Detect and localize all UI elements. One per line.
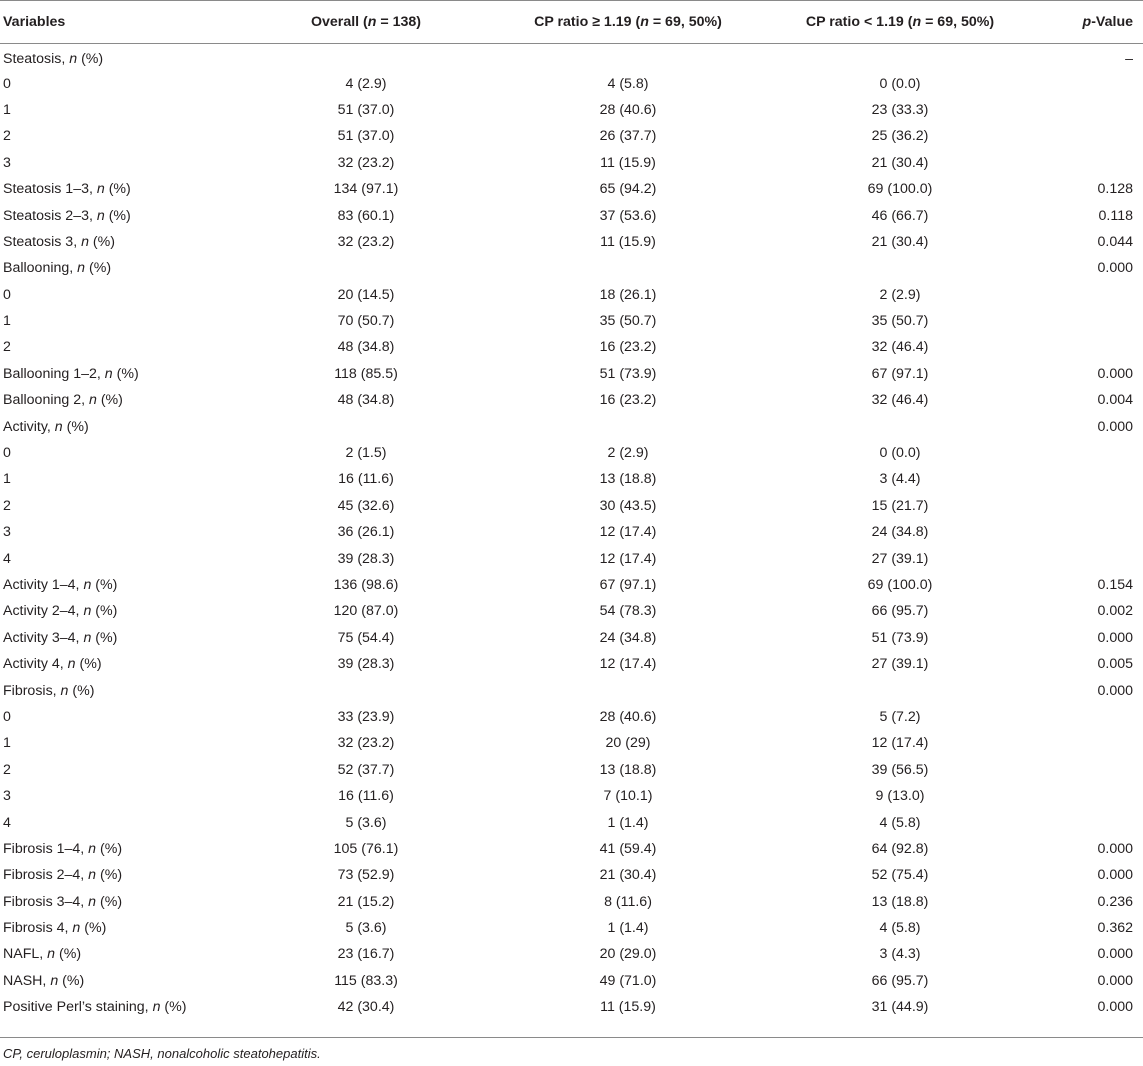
cp-high-cell: 18 (26.1) xyxy=(599,286,657,303)
row-label: Fibrosis, n (%) xyxy=(3,682,95,699)
p-value-cell xyxy=(1041,282,1143,308)
cp-low-cell: 35 (50.7) xyxy=(871,313,929,330)
row-label: 2 xyxy=(3,497,11,514)
overall-cell: 16 (11.6) xyxy=(338,471,394,488)
row-label: Activity 1–4, n (%) xyxy=(3,577,118,593)
cp-low-cell: 66 (95.7) xyxy=(871,603,929,620)
p-value-cell: 0.005 xyxy=(1097,656,1133,673)
table-row xyxy=(0,704,1143,730)
row-label: 2 xyxy=(3,339,11,356)
p-value-cell xyxy=(1041,783,1143,809)
cp-high-cell: 20 (29.0) xyxy=(599,946,657,963)
overall-cell: 32 (23.2) xyxy=(337,154,395,171)
overall-cell: 16 (11.6) xyxy=(338,788,394,805)
row-label: 0 xyxy=(3,708,11,725)
table-row xyxy=(0,387,1143,413)
table-body xyxy=(0,44,1143,1020)
cp-low-cell: 4 (5.8) xyxy=(879,920,921,937)
cp-high-cell: 11 (15.9) xyxy=(600,154,656,171)
cp-low-cell: 69 (100.0) xyxy=(867,181,933,198)
cp-high-cell: 11 (15.9) xyxy=(600,999,656,1016)
table-row xyxy=(0,598,1143,624)
cp-low-cell: 0 (0.0) xyxy=(879,445,921,462)
table-row xyxy=(0,968,1143,994)
cp-low-cell: 64 (92.8) xyxy=(871,840,929,857)
cp-high-cell: 37 (53.6) xyxy=(599,207,657,224)
overall-cell: 73 (52.9) xyxy=(337,867,395,884)
cp-low-cell: 51 (73.9) xyxy=(871,629,929,646)
overall-cell: 75 (54.4) xyxy=(337,629,395,646)
table-row xyxy=(0,282,1143,308)
cp-high-cell: 7 (10.1) xyxy=(603,788,653,805)
overall-cell: 42 (30.4) xyxy=(337,999,395,1016)
cp-high-cell: 21 (30.4) xyxy=(599,867,657,884)
overall-cell: 134 (97.1) xyxy=(333,181,399,198)
table-row xyxy=(0,651,1143,677)
cp-high-cell: 67 (97.1) xyxy=(599,577,657,593)
row-label: Steatosis 2–3, n (%) xyxy=(3,207,131,224)
cp-high-cell: 1 (1.4) xyxy=(607,920,649,937)
cp-low-cell: 67 (97.1) xyxy=(871,365,929,382)
overall-cell: 23 (16.7) xyxy=(337,946,395,963)
table-row xyxy=(0,229,1143,255)
table-row xyxy=(0,413,1143,439)
table-row xyxy=(0,176,1143,202)
cp-high-cell: 51 (73.9) xyxy=(599,365,657,382)
p-value-cell xyxy=(1041,545,1143,571)
p-value-cell: 0.000 xyxy=(1097,629,1133,646)
cp-low-cell: 69 (100.0) xyxy=(867,577,933,593)
cp-high-cell: 12 (17.4) xyxy=(599,550,657,567)
cp-high-cell: 65 (94.2) xyxy=(599,181,657,198)
overall-cell xyxy=(235,255,497,281)
cp-low-cell: 32 (46.4) xyxy=(871,339,929,356)
cp-low-cell: 46 (66.7) xyxy=(871,207,929,224)
p-value-cell: 0.118 xyxy=(1098,207,1133,224)
cp-high-cell: 13 (18.8) xyxy=(599,471,657,488)
overall-cell: 45 (32.6) xyxy=(337,497,395,514)
overall-cell: 51 (37.0) xyxy=(337,128,395,145)
p-value-cell xyxy=(1041,757,1143,783)
cp-low-cell: 39 (56.5) xyxy=(871,761,929,778)
row-label: 3 xyxy=(3,788,11,805)
p-value-cell: 0.000 xyxy=(1097,946,1133,963)
footnote: CP, ceruloplasmin; NASH, nonalcoholic steatohepatitis. xyxy=(3,1046,321,1061)
table-row xyxy=(0,361,1143,387)
table-row xyxy=(0,941,1143,967)
overall-cell: 70 (50.7) xyxy=(337,313,395,330)
overall-cell: 39 (28.3) xyxy=(337,656,395,673)
table-row xyxy=(0,994,1143,1020)
cp-high-cell: 28 (40.6) xyxy=(599,101,657,118)
overall-cell: 48 (34.8) xyxy=(337,392,395,409)
table-row xyxy=(0,915,1143,941)
overall-cell: 51 (37.0) xyxy=(337,101,395,118)
overall-cell: 118 (85.5) xyxy=(334,365,398,382)
table-row xyxy=(0,308,1143,334)
cp-high-cell: 49 (71.0) xyxy=(599,972,657,989)
table-row xyxy=(0,150,1143,176)
p-value-cell: – xyxy=(1125,50,1133,67)
cp-low-cell: 32 (46.4) xyxy=(871,392,929,409)
table-row xyxy=(0,70,1143,96)
p-value-cell: 0.004 xyxy=(1097,392,1133,409)
table-row xyxy=(0,545,1143,571)
table-row xyxy=(0,202,1143,228)
table-row xyxy=(0,572,1143,598)
p-value-cell: 0.154 xyxy=(1097,577,1133,593)
bottom-rule xyxy=(0,1037,1143,1038)
row-label: 1 xyxy=(3,471,11,488)
row-label: NASH, n (%) xyxy=(3,972,85,989)
row-label: NAFL, n (%) xyxy=(3,946,82,963)
cp-high-cell xyxy=(497,255,759,281)
p-value-cell xyxy=(1041,440,1143,466)
cp-low-cell: 66 (95.7) xyxy=(871,972,929,989)
row-label: Ballooning, n (%) xyxy=(3,260,112,277)
overall-cell: 36 (26.1) xyxy=(337,524,395,541)
table-row xyxy=(0,757,1143,783)
row-label: Ballooning 2, n (%) xyxy=(3,392,123,409)
overall-cell: 120 (87.0) xyxy=(333,603,399,620)
table-row xyxy=(0,889,1143,915)
header-row xyxy=(0,0,1143,44)
row-label: 0 xyxy=(3,286,11,303)
p-value-cell: 0.002 xyxy=(1097,603,1133,620)
cp-low-cell: 0 (0.0) xyxy=(879,75,921,92)
p-value-cell xyxy=(1041,519,1143,545)
cp-high-cell: 41 (59.4) xyxy=(599,840,657,857)
p-value-cell: 0.000 xyxy=(1097,867,1133,884)
row-label: Steatosis 1–3, n (%) xyxy=(3,181,131,198)
p-value-cell: 0.000 xyxy=(1097,365,1133,382)
p-value-cell xyxy=(1041,809,1143,835)
table-row xyxy=(0,783,1143,809)
cp-low-cell: 52 (75.4) xyxy=(871,867,929,884)
table-row xyxy=(0,809,1143,835)
p-value-cell xyxy=(1041,70,1143,96)
p-value-cell: 0.362 xyxy=(1097,920,1133,937)
table-row xyxy=(0,836,1143,862)
overall-cell: 83 (60.1) xyxy=(337,207,395,224)
p-value-cell: 0.044 xyxy=(1097,233,1133,250)
cp-low-cell: 24 (34.8) xyxy=(871,524,929,541)
header-cp-high: CP ratio ≥ 1.19 (n = 69, 50%) xyxy=(534,14,722,30)
cp-high-cell xyxy=(497,413,759,439)
row-label: 2 xyxy=(3,761,11,778)
cp-high-cell: 16 (23.2) xyxy=(599,339,657,356)
table-row xyxy=(0,519,1143,545)
p-value-cell: 0.236 xyxy=(1097,893,1133,910)
cp-low-cell: 27 (39.1) xyxy=(871,656,929,673)
overall-cell: 52 (37.7) xyxy=(337,761,395,778)
p-value-cell: 0.000 xyxy=(1097,999,1133,1016)
p-value-cell xyxy=(1041,704,1143,730)
overall-cell: 2 (1.5) xyxy=(345,445,387,462)
cp-high-cell: 54 (78.3) xyxy=(599,603,657,620)
table-row xyxy=(0,493,1143,519)
overall-cell xyxy=(235,44,497,70)
row-label: Fibrosis 2–4, n (%) xyxy=(3,867,123,884)
row-label: Fibrosis 1–4, n (%) xyxy=(3,840,123,857)
row-label: Positive Perl’s staining, n (%) xyxy=(3,999,187,1016)
row-label: 1 xyxy=(3,313,11,330)
cp-low-cell: 9 (13.0) xyxy=(875,788,925,805)
cp-high-cell: 4 (5.8) xyxy=(607,75,649,92)
cp-high-cell xyxy=(497,44,759,70)
overall-cell: 48 (34.8) xyxy=(337,339,395,356)
overall-cell: 4 (2.9) xyxy=(345,75,387,92)
cp-high-cell: 16 (23.2) xyxy=(599,392,657,409)
p-value-cell xyxy=(1041,308,1143,334)
table-row xyxy=(0,440,1143,466)
table-row xyxy=(0,123,1143,149)
row-label: Fibrosis 4, n (%) xyxy=(3,920,107,937)
overall-cell: 33 (23.9) xyxy=(337,708,395,725)
table-row xyxy=(0,862,1143,888)
overall-cell: 5 (3.6) xyxy=(345,814,387,831)
overall-cell xyxy=(235,677,497,703)
cp-high-cell: 2 (2.9) xyxy=(607,445,649,462)
cp-high-cell: 13 (18.8) xyxy=(599,761,657,778)
p-value-cell xyxy=(1041,334,1143,360)
overall-cell xyxy=(235,413,497,439)
table-row xyxy=(0,334,1143,360)
overall-cell: 32 (23.2) xyxy=(337,735,395,752)
cp-low-cell: 3 (4.4) xyxy=(879,471,921,488)
table-row xyxy=(0,44,1143,70)
cp-high-cell: 35 (50.7) xyxy=(599,313,657,330)
cp-low-cell: 3 (4.3) xyxy=(879,946,921,963)
overall-cell: 115 (83.3) xyxy=(334,972,398,989)
row-label: Steatosis 3, n (%) xyxy=(3,233,115,250)
p-value-cell xyxy=(1041,493,1143,519)
row-label: Fibrosis 3–4, n (%) xyxy=(3,893,123,910)
p-value-cell xyxy=(1041,123,1143,149)
cp-low-cell: 31 (44.9) xyxy=(871,999,929,1016)
row-label: Activity 3–4, n (%) xyxy=(3,629,118,646)
cp-low-cell: 5 (7.2) xyxy=(879,708,921,725)
cp-low-cell: 21 (30.4) xyxy=(871,154,929,171)
overall-cell: 39 (28.3) xyxy=(337,550,395,567)
row-label: 3 xyxy=(3,154,11,171)
cp-high-cell: 1 (1.4) xyxy=(607,814,649,831)
cp-low-cell: 25 (36.2) xyxy=(871,128,929,145)
cp-low-cell: 15 (21.7) xyxy=(871,497,929,514)
table-row xyxy=(0,255,1143,281)
table-row xyxy=(0,466,1143,492)
header-cp-low: CP ratio < 1.19 (n = 69, 50%) xyxy=(805,14,995,30)
p-value-cell: 0.128 xyxy=(1097,181,1133,198)
p-value-cell: 0.000 xyxy=(1097,840,1133,857)
p-value-cell: 0.000 xyxy=(1097,260,1133,277)
table-row xyxy=(0,625,1143,651)
cp-high-cell: 30 (43.5) xyxy=(599,497,657,514)
table-row xyxy=(0,730,1143,756)
cp-low-cell: 2 (2.9) xyxy=(879,286,921,303)
overall-cell: 21 (15.2) xyxy=(337,893,395,910)
cp-high-cell: 24 (34.8) xyxy=(599,629,657,646)
cp-low-cell: 4 (5.8) xyxy=(879,814,921,831)
p-value-cell: 0.000 xyxy=(1097,682,1133,699)
overall-cell: 5 (3.6) xyxy=(345,920,387,937)
cp-low-cell: 27 (39.1) xyxy=(871,550,929,567)
row-label: 4 xyxy=(3,550,11,567)
row-label: 4 xyxy=(3,814,11,831)
cp-high-cell: 20 (29) xyxy=(605,735,651,752)
cp-high-cell: 12 (17.4) xyxy=(599,656,657,673)
cp-low-cell xyxy=(759,44,1041,70)
overall-cell: 20 (14.5) xyxy=(337,286,395,303)
cp-high-cell: 26 (37.7) xyxy=(599,128,657,145)
cp-low-cell xyxy=(759,255,1041,281)
row-label: 1 xyxy=(3,101,11,118)
overall-cell: 136 (98.6) xyxy=(333,577,399,593)
row-label: 2 xyxy=(3,128,11,145)
cp-high-cell: 11 (15.9) xyxy=(600,233,656,250)
cp-high-cell: 28 (40.6) xyxy=(599,708,657,725)
cp-low-cell: 13 (18.8) xyxy=(871,893,929,910)
row-label: Activity 2–4, n (%) xyxy=(3,603,118,620)
cp-low-cell: 21 (30.4) xyxy=(871,233,929,250)
header-overall: Overall (n = 138) xyxy=(310,14,422,30)
table-row xyxy=(0,677,1143,703)
row-label: 0 xyxy=(3,75,11,92)
cp-high-cell: 8 (11.6) xyxy=(604,893,652,910)
overall-cell: 105 (76.1) xyxy=(333,840,399,857)
table-row xyxy=(0,97,1143,123)
row-label: Activity, n (%) xyxy=(3,418,89,435)
cp-low-cell: 12 (17.4) xyxy=(871,735,929,752)
row-label: Steatosis, n (%) xyxy=(3,50,104,67)
p-value-cell xyxy=(1041,466,1143,492)
p-value-cell xyxy=(1041,97,1143,123)
row-label: Ballooning 1–2, n (%) xyxy=(3,365,139,382)
row-label: 1 xyxy=(3,735,11,752)
row-label: 0 xyxy=(3,445,11,462)
header-p-value: p-Value xyxy=(1082,14,1133,30)
p-value-cell xyxy=(1041,150,1143,176)
header-variables: Variables xyxy=(3,14,66,30)
p-value-cell: 0.000 xyxy=(1097,972,1133,989)
cp-low-cell: 23 (33.3) xyxy=(871,101,929,118)
row-label: Activity 4, n (%) xyxy=(3,656,102,673)
cp-low-cell xyxy=(759,413,1041,439)
p-value-cell xyxy=(1041,730,1143,756)
cp-high-cell xyxy=(497,677,759,703)
p-value-cell: 0.000 xyxy=(1097,418,1133,435)
overall-cell: 32 (23.2) xyxy=(337,233,395,250)
cp-high-cell: 12 (17.4) xyxy=(599,524,657,541)
cp-low-cell xyxy=(759,677,1041,703)
row-label: 3 xyxy=(3,524,11,541)
